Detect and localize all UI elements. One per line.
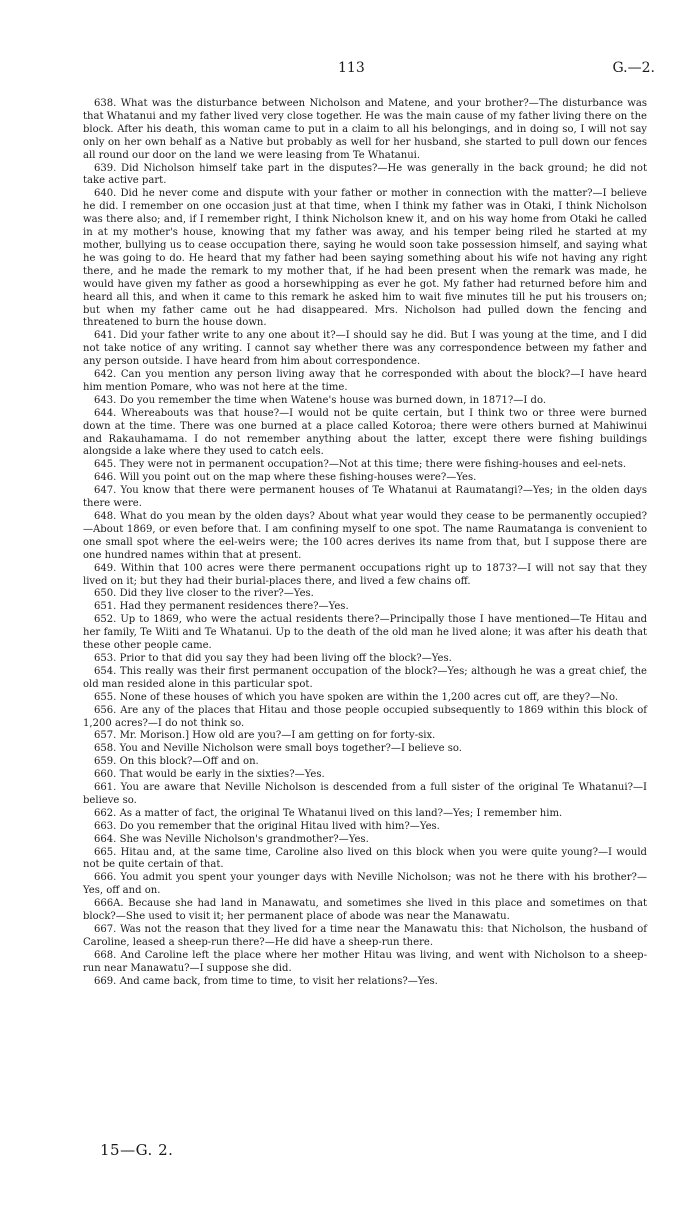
testimony-paragraph: 667. Was not the reason that they lived for a time near the Manawatu this: that Nicholson, the husband of Caroline, leased a sheep-run there?—He did have a sheep-run there.	[83, 924, 647, 948]
testimony-paragraph: 658. You and Neville Nicholson were small boys together?—I believe so.	[94, 743, 462, 755]
testimony-paragraph: 639. Did Nicholson himself take part in the disputes?—He was generally in the back ground; he did not take active part.	[83, 162, 647, 187]
testimony-paragraph: 653. Prior to that did you say they had been living off the block?—Yes.	[94, 652, 452, 664]
testimony-paragraph: 655. None of these houses of which you have spoken are within the 1,200 acres cut off, are they?—No.	[94, 691, 619, 703]
testimony-paragraph: 649. Within that 100 acres were there permanent occupations right up to 1873?—I will not say that they lived on it; but they had their burial-places there, and lived a few chains off.	[83, 562, 647, 587]
testimony-paragraph: 642. Can you mention any person living away that he corresponded with about the block?—I have heard him mention Pomare, who was not here at the time.	[83, 369, 647, 393]
testimony-paragraph: 668. And Caroline left the place where her mother Hitau was living, and went with Nicholson to a sheep-run near Manawatu?—I suppose she did.	[83, 949, 647, 974]
testimony-paragraph: 657. Mr. Morison.] How old are you?—I am getting on for forty-six.	[94, 730, 436, 742]
testimony-paragraph: 656. Are any of the places that Hitau and those people occupied subsequently to 1869 within this block of 1,200 acres?—I do not think so.	[83, 704, 647, 729]
testimony-paragraph: 644. Whereabouts was that house?—I would not be quite certain, but I think two or three were burned down at the time. There was one burned at a place called Kotoroa; there were others burned at Mahiwinui and Rakauhamama. I do not remember anything about the latter, except there were fishing buildings alongside a lake where they used to catch eels.	[83, 407, 647, 458]
testimony-paragraph: 650. Did they live closer to the river?—Yes.	[94, 588, 314, 600]
testimony-paragraph: 666. You admit you spent your younger days with Neville Nicholson; was not he there with his brother?—Yes, off and on.	[83, 872, 647, 897]
testimony-paragraph: 645. They were not in permanent occupation?—Not at this time; there were fishing-houses and eel-nets.	[94, 459, 627, 471]
testimony-paragraph: 659. On this block?—Off and on.	[94, 756, 259, 768]
testimony-body	[83, 98, 647, 989]
testimony-paragraph: 654. This really was their first permanent occupation of the block?—Yes; although he was a great chief, the old man resided alone in this particular spot.	[83, 665, 647, 690]
series-reference: G.—2.	[612, 60, 655, 76]
testimony-paragraph: 669. And came back, from time to time, to visit her relations?—Yes.	[94, 975, 438, 987]
testimony-paragraph: 662. As a matter of fact, the original Te Whatanui lived on this land?—Yes; I remember him.	[94, 807, 563, 819]
testimony-paragraph: 663. Do you remember that the original Hitau lived with him?—Yes.	[94, 820, 440, 832]
printer-signature: 15—G. 2.	[100, 1141, 174, 1159]
testimony-paragraph: 664. She was Neville Nicholson's grandmother?—Yes.	[94, 833, 369, 845]
testimony-paragraph: 665. Hitau and, at the same time, Caroline also lived on this block when you were quite young?—I would not be quite certain of that.	[83, 846, 647, 871]
testimony-paragraph: 638. What was the disturbance between Nicholson and Matene, and your brother?—The disturbance was that Whatanui and my father lived very close together. He was the main cause of my father living there on the block. After his death, this woman came to put in a claim to all his belongings, and in doing so, I will not say only on her own behalf as a Native but probably as well for her husband, she started to pull down our fences all round our door on the land we were leasing from Te Whatanui.	[83, 98, 647, 161]
page-header	[0, 60, 700, 80]
testimony-paragraph: 647. You know that there were permanent houses of Te Whatanui at Raumatangi?—Yes; in the olden days there were.	[83, 485, 647, 510]
page-number: 113	[338, 60, 365, 76]
testimony-paragraph: 641. Did your father write to any one about it?—I should say he did. But I was young at the time, and I did not take notice of any writing. I cannot say whether there was any correspondence between my father and any person outside. I have heard from him about correspondence.	[83, 330, 647, 368]
testimony-paragraph: 640. Did he never come and dispute with your father or mother in connection with the matter?—I believe he did. I remember on one occasion just at that time, when I think my father was in Otaki, I think Nicholson was there also; and, if I remember right, I think Nicholson knew it, and on his way home from Otaki he called in at my mother's house, knowing that my father was away, and his temper being riled he started at my mother, bullying us to cease occupation there, saying he would soon take possession himself, and saying what he was going to do. He heard that my father had been saying something about his wife not having any right there, and he made the remark to my mother that, if he had been present when the remark was made, he would have given my father as good a horsewhipping as ever he got. My father had returned before him and heard all this, and when it came to this remark he asked him to wait five minutes till he put his trousers on; but when my father came out he had disappeared. Mrs. Nicholson had pulled down the fencing and threatened to burn the house down.	[83, 188, 647, 329]
testimony-paragraph: 648. What do you mean by the olden days? About what year would they cease to be permanently occupied?—About 1869, or even before that. I am confining myself to one spot. The name Raumatanga is convenient to one small spot where the eel-weirs were; the 100 acres derives its name from that, but I suppose there are one hundred names within that at present.	[83, 511, 647, 561]
testimony-paragraph: 652. Up to 1869, who were the actual residents there?—Principally those I have mentioned—Te Hitau and her family, Te Wiiti and Te Whatanui. Up to the death of the old man he lived alone; it was after his death that these other people came.	[83, 614, 647, 652]
testimony-paragraph: 661. You are aware that Neville Nicholson is descended from a full sister of the original Te Whatanui?—I believe so.	[83, 782, 647, 806]
testimony-paragraph: 643. Do you remember the time when Watene's house was burned down, in 1871?—I do.	[94, 394, 547, 406]
testimony-paragraph: 651. Had they permanent residences there?—Yes.	[94, 601, 349, 613]
testimony-paragraph: 660. That would be early in the sixties?—Yes.	[94, 769, 325, 781]
testimony-paragraph: 666A. Because she had land in Manawatu, and sometimes she lived in this place and sometimes on that block?—She used to visit it; her permanent place of abode was near the Manawatu.	[83, 898, 647, 923]
testimony-paragraph: 646. Will you point out on the map where these fishing-houses were?—Yes.	[94, 472, 477, 484]
